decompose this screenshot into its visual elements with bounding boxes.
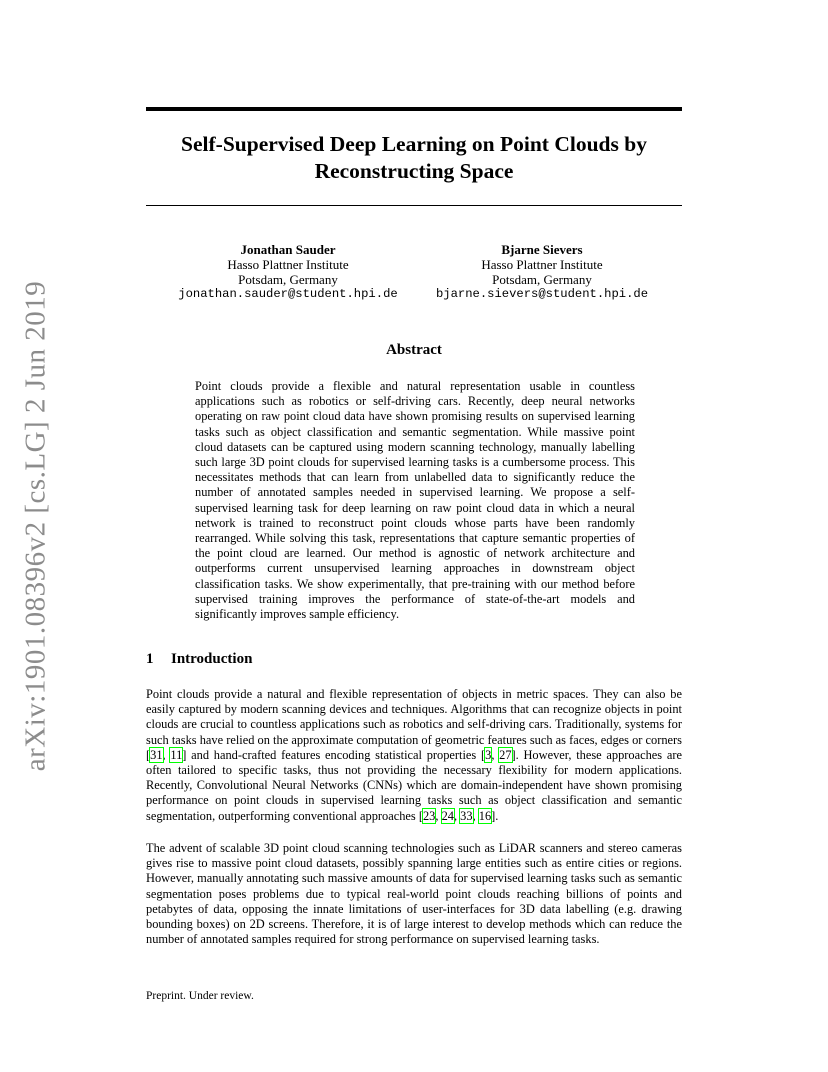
author-email[interactable]: bjarne.sievers@student.hpi.de bbox=[435, 287, 649, 301]
author-affiliation: Hasso Plattner Institute bbox=[227, 257, 349, 272]
citation-link[interactable]: 33 bbox=[460, 808, 473, 823]
author-name: Bjarne Sievers bbox=[501, 242, 583, 257]
citation-link[interactable]: 16 bbox=[478, 808, 492, 823]
arxiv-identifier-stamp: arXiv:1901.08396v2 [cs.LG] 2 Jun 2019 bbox=[19, 280, 52, 772]
citation-link[interactable]: 31 bbox=[150, 747, 163, 762]
paper-title-line-1: Self-Supervised Deep Learning on Point Clouds by bbox=[181, 132, 647, 156]
citation-link[interactable]: 11 bbox=[170, 747, 183, 762]
author-block-2 bbox=[412, 242, 672, 302]
author-location: Potsdam, Germany bbox=[238, 272, 338, 287]
author-email[interactable]: jonathan.sauder@student.hpi.de bbox=[178, 287, 398, 301]
author-location: Potsdam, Germany bbox=[492, 272, 592, 287]
author-block-1 bbox=[158, 242, 418, 302]
citation-link[interactable]: 24 bbox=[441, 808, 454, 823]
author-affiliation: Hasso Plattner Institute bbox=[481, 257, 603, 272]
preprint-footer: Preprint. Under review. bbox=[146, 990, 254, 1002]
paragraph-text: Point clouds provide a natural and flexible representation of objects in metric spaces. They can also be easily captured by modern scanning devices and techniques. Algorithms that can recognize objects in point clouds are crucial to countless applications such as robotics and self-driving cars. Traditionally, systems for such tasks have relied on the approximate computation of geometric features such as faces, edges or corners [ bbox=[146, 687, 682, 762]
paper-title-line-2: Reconstructing Space bbox=[314, 159, 514, 183]
section-heading-introduction bbox=[146, 651, 252, 668]
section-title: Introduction bbox=[171, 651, 253, 667]
abstract-heading: Abstract bbox=[386, 342, 442, 358]
abstract-text: Point clouds provide a flexible and natural representation usable in countless applications such as robotics or self-driving cars. Recently, deep neural networks operating on raw point cloud data have shown promising results on supervised learning tasks such as object classification and semantic segmentation. While massive point cloud datasets can be captured using modern scanning technology, manually labelling such large 3D point clouds for supervised learning tasks is a cumbersome process. This necessitates methods that can learn from unlabelled data to significantly reduce the number of annotated samples needed in supervised learning. We propose a self-supervised learning task for deep learning on raw point cloud data in which a neural network is trained to reconstruct point clouds whose parts have been randomly rearranged. While solving this task, representations that capture semantic properties of the point cloud are learned. Our method is agnostic of network architecture and outperforms current unsupervised learning approaches in downstream object classification tasks. We show experimentally, that pre-training with our method before supervised training improves the performance of state-of-the-art models and significantly improves sample efficiency. bbox=[195, 379, 635, 622]
title-top-rule bbox=[146, 107, 682, 111]
author-name: Jonathan Sauder bbox=[240, 242, 336, 257]
citation-link[interactable]: 3 bbox=[485, 747, 492, 762]
paragraph-text: ]. However, these approaches are often tailored to specific tasks, thus not providing the necessary flexibility for modern applications. Recently, Convolutional Neural Networks (CNNs) which are domain-independent have shown promising performance on point clouds in supervised learning tasks such as object classification and semantic segmentation, outperforming conventional approaches [ bbox=[146, 747, 682, 823]
section-number: 1 bbox=[146, 651, 154, 667]
citation-link[interactable]: 27 bbox=[499, 747, 512, 762]
introduction-paragraph-2: The advent of scalable 3D point cloud scanning technologies such as LiDAR scanners and stereo cameras gives rise to massive point cloud datasets, possibly spanning large entities such as entire cities or regions. However, manually annotating such massive amounts of data for supervised learning tasks such as semantic segmentation poses problems due to typical real-world point clouds reaching billions of points and petabytes of data, opposing the innate limitations of user-interfaces for 3D data labelling (e.g. drawing bounding boxes) on 2D screens. Therefore, it is of large interest to develop methods which can reduce the number of annotated samples required for strong performance on supervised learning tasks. bbox=[146, 841, 682, 947]
paragraph-text: ] and hand-crafted features encoding statistical properties [ bbox=[182, 747, 486, 762]
paragraph-text: ]. bbox=[491, 808, 499, 823]
paper-title bbox=[146, 131, 682, 185]
introduction-paragraph-1: Point clouds provide a natural and flexible representation of objects in metric spaces. They can also be easily captured by modern scanning devices and techniques. Algorithms that can recognize objects in point clouds are crucial to countless applications such as robotics and self-driving cars. Traditionally, systems for such tasks have relied on the approximate computation of geometric features such as faces, edges or corners [31, 11] and hand-crafted features encoding statistical properties [3, 27]. However, these approaches are often tailored to specific tasks, thus not providing the necessary flexibility for modern applications. Recently, Convolutional Neural Networks (CNNs) which are domain-independent have shown promising performance on point clouds in supervised learning tasks such as object classification and semantic segmentation, outperforming conventional approaches [23, 24, 33, 16]. bbox=[146, 687, 682, 823]
citation-link[interactable]: 23 bbox=[422, 808, 436, 823]
title-bottom-rule bbox=[146, 205, 682, 206]
